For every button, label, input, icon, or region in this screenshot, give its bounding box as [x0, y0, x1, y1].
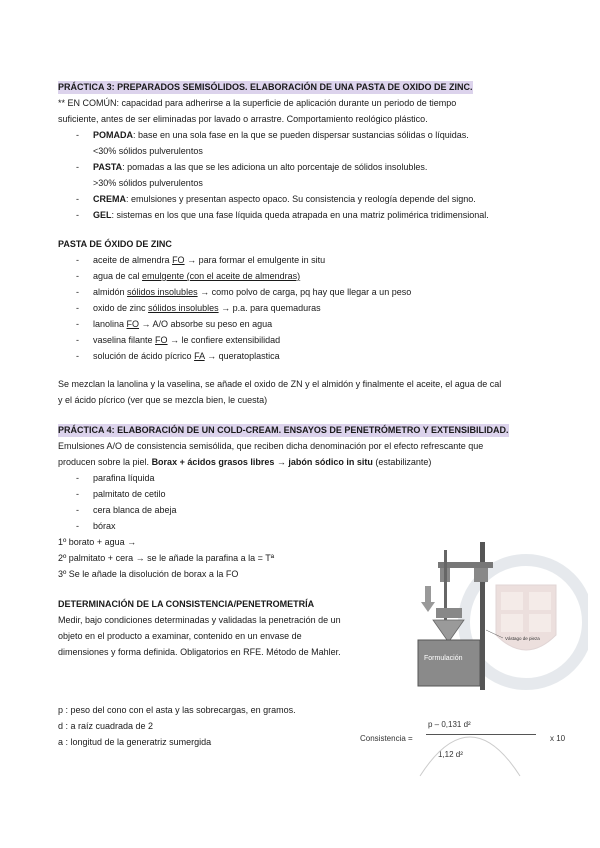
bullet-dash: - — [76, 130, 79, 140]
p4-item: parafina líquida — [93, 473, 155, 483]
consistency-formula — [360, 718, 590, 778]
zinc-item: lanolina FO → A/O absorbe su peso en agua — [93, 319, 273, 329]
zinc-item: aceite de almendra FO → para formar el emulgente in situ — [93, 255, 326, 265]
p4-item: bórax — [93, 521, 116, 531]
bullet-dash: - — [76, 255, 79, 265]
p3-intro-line-1: ** EN COMÚN: capacidad para adherirse a la superficie de aplicación durante un periodo de tiempo — [58, 98, 457, 108]
def-d: d : a raíz cuadrada de 2 — [58, 721, 154, 731]
bullet-dash: - — [76, 287, 79, 297]
bullet-dash: - — [76, 303, 79, 313]
bullet-dash: - — [76, 210, 79, 220]
bullet-dash: - — [76, 335, 79, 345]
zinc-item: almidón sólidos insolubles → como polvo de carga, pq hay que llegar a un peso — [93, 287, 412, 297]
def-p: p : peso del cono con el asta y las sobrecargas, en gramos. — [58, 705, 296, 715]
p4-step: 3º Se le añade la disolución de borax a la FO — [58, 569, 239, 579]
p4-line-1: Emulsiones A/O de consistencia semisólida, que reciben dicha denominación por el efecto refrescante que — [58, 441, 484, 451]
p4-line-2: producen sobre la piel. Borax + ácidos grasos libres → jabón sódico in situ (estabilizante) — [58, 457, 432, 467]
p4-step: 2º palmitato + cera → se le añade la parafina a la = Tª — [58, 553, 275, 563]
bullet-dash: - — [76, 319, 79, 329]
bullet-dash: - — [76, 351, 79, 361]
formula-denominator: 1,12 d² — [438, 750, 463, 759]
pomada-sub: <30% sólidos pulverulentos — [93, 146, 203, 156]
zinc-note-line-2: y el ácido pícrico (ver que se mezcla bien, le cuesta) — [58, 395, 268, 405]
formula-lhs: Consistencia = — [360, 734, 413, 743]
zinc-title: PASTA DE ÓXIDO DE ZINC — [58, 239, 172, 249]
def-a: a : longitud de la generatriz sumergida — [58, 737, 212, 747]
figure-callout: Vástago de pieza — [505, 636, 540, 641]
bullet-dash: - — [76, 505, 79, 515]
p4-item: palmitato de cetilo — [93, 489, 166, 499]
zinc-note-line-1: Se mezclan la lanolina y la vaselina, se añade el oxido de ZN y el almidón y finalmente el aceite, el agua de cal — [58, 379, 502, 389]
bullet-dash: - — [76, 194, 79, 204]
formula-arc — [410, 718, 530, 778]
pomada-item: POMADA: base en una sola fase en la que se pueden dispersar sustancias sólidas o líquidas. — [93, 130, 469, 140]
zinc-item: oxido de zinc sólidos insolubles → p.a. para quemaduras — [93, 303, 321, 313]
figure-box-label: Formulación — [424, 655, 463, 662]
zinc-item: solución de ácido pícrico FA → queratoplastica — [93, 351, 280, 361]
gel-item: GEL: sistemas en los que una fase líquida queda atrapada en una matriz polimérica tridimensional. — [93, 210, 489, 220]
pasta-item: PASTA: pomadas a las que se les adiciona un alto porcentaje de sólidos insolubles. — [93, 162, 428, 172]
det-line-1: Medir, bajo condiciones determinadas y validadas la penetración de un — [58, 615, 341, 625]
practica-4-title: PRÁCTICA 4: ELABORACIÓN DE UN COLD-CREAM. ENSAYOS DE PENETRÓMETRO Y EXTENSIBILIDAD. — [58, 425, 509, 435]
crema-item: CREMA: emulsiones y presentan aspecto opaco. Su consistencia y reología depende del signo. — [93, 194, 476, 204]
bullet-dash: - — [76, 162, 79, 172]
zinc-item: vaselina filante FO → le confiere extensibilidad — [93, 335, 281, 345]
practica-3-title: PRÁCTICA 3: PREPARADOS SEMISÓLIDOS. ELABORACIÓN DE UNA PASTA DE OXIDO DE ZINC. — [58, 82, 473, 92]
bullet-dash: - — [76, 271, 79, 281]
bullet-dash: - — [76, 489, 79, 499]
pasta-sub: >30% sólidos pulverulentos — [93, 178, 203, 188]
det-line-3: dimensiones y forma definida. Obligatorios en RFE. Método de Mahler. — [58, 647, 341, 657]
bullet-dash: - — [76, 521, 79, 531]
penetrometer-figure — [398, 540, 588, 690]
formula-multiplier: x 10 — [550, 734, 566, 743]
p4-step: 1º borato + agua → — [58, 537, 137, 547]
det-title: DETERMINACIÓN DE LA CONSISTENCIA/PENETROMETRÍA — [58, 599, 315, 609]
bullet-dash: - — [76, 473, 79, 483]
det-line-2: objeto en el producto a examinar, contenido en un envase de — [58, 631, 302, 641]
p4-item: cera blanca de abeja — [93, 505, 177, 515]
zinc-item: agua de cal emulgente (con el aceite de almendras) — [93, 271, 301, 281]
formula-numerator: p – 0,131 d² — [428, 720, 471, 729]
p3-intro-line-2: suficiente, antes de ser eliminadas por lavado o arrastre. Comportamiento reológico plástico. — [58, 114, 428, 124]
